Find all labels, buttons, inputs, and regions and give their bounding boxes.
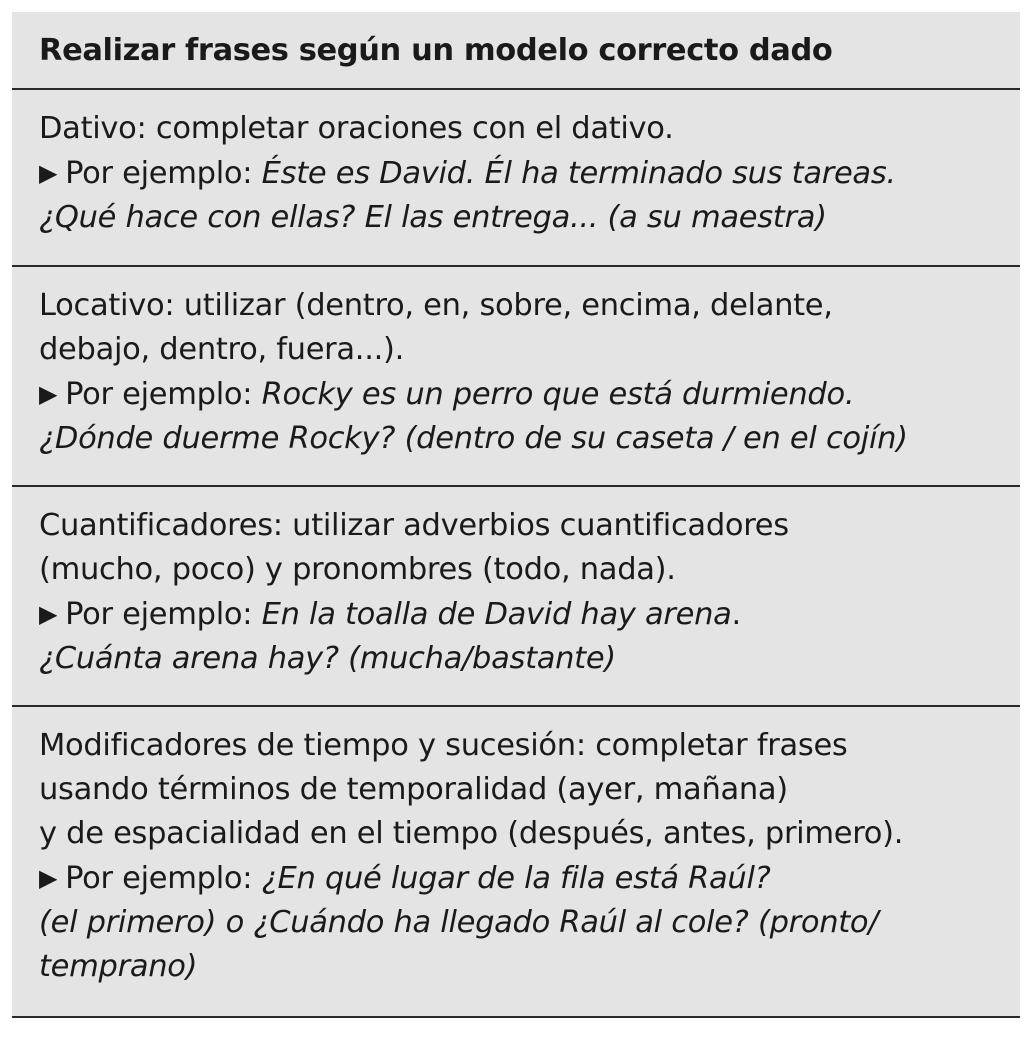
example-line [39, 856, 1010, 901]
exercise-table [12, 12, 1020, 1018]
row-description: Locativo: utilizar (dentro, en, sobre, encima, delante, [39, 288, 833, 323]
example-text-continued: ¿Qué hace con ellas? El las entrega... (a su maestra) [39, 200, 827, 235]
arrow-right-icon: ▶ [39, 159, 58, 187]
example-text: En la toalla de David hay arena [261, 597, 732, 632]
table-title: Realizar frases según un modelo correcto dado [39, 33, 833, 68]
example-text-continued: ¿Cuánta arena hay? (mucha/bastante) [39, 641, 616, 676]
example-text-continued: ¿Dónde duerme Rocky? (dentro de su caseta / en el cojín) [39, 421, 908, 456]
row-description: Dativo: completar oraciones con el dativo. [39, 111, 674, 146]
row-description-continued: y de espacialidad en el tiempo (después, antes, primero). [39, 816, 904, 851]
table-row-locativo [12, 267, 1020, 487]
arrow-right-icon: ▶ [39, 380, 58, 408]
row-description: Modificadores de tiempo y sucesión: completar frases [39, 728, 848, 763]
row-description-continued: (mucho, poco) y pronombres (todo, nada). [39, 552, 676, 587]
example-text: Rocky es un perro que está durmiendo. [261, 377, 855, 412]
row-description-continued: usando términos de temporalidad (ayer, mañana) [39, 772, 788, 807]
table-row-modificadores [12, 707, 1020, 1018]
example-text: Éste es David. Él ha terminado sus tareas. [261, 156, 896, 191]
row-description: Cuantificadores: utilizar adverbios cuantificadores [39, 508, 789, 543]
row-description-continued: debajo, dentro, fuera...). [39, 332, 404, 367]
example-text: ¿En qué lugar de la fila está Raúl? [261, 861, 771, 896]
example-text-continued: (el primero) o ¿Cuándo ha llegado Raúl al cole? (pronto/ [39, 905, 879, 940]
table-row-dativo [12, 90, 1020, 267]
example-period: . [731, 597, 741, 632]
example-prefix: Por ejemplo: [65, 597, 262, 632]
example-prefix: Por ejemplo: [65, 861, 262, 896]
example-line [39, 151, 1010, 196]
example-prefix: Por ejemplo: [65, 377, 262, 412]
example-line [39, 372, 1010, 417]
example-prefix: Por ejemplo: [65, 156, 262, 191]
example-line [39, 592, 1010, 637]
table-row-cuantificadores [12, 487, 1020, 707]
table-header [12, 12, 1020, 90]
example-text-continued: temprano) [39, 949, 198, 984]
arrow-right-icon: ▶ [39, 864, 58, 892]
arrow-right-icon: ▶ [39, 600, 58, 628]
